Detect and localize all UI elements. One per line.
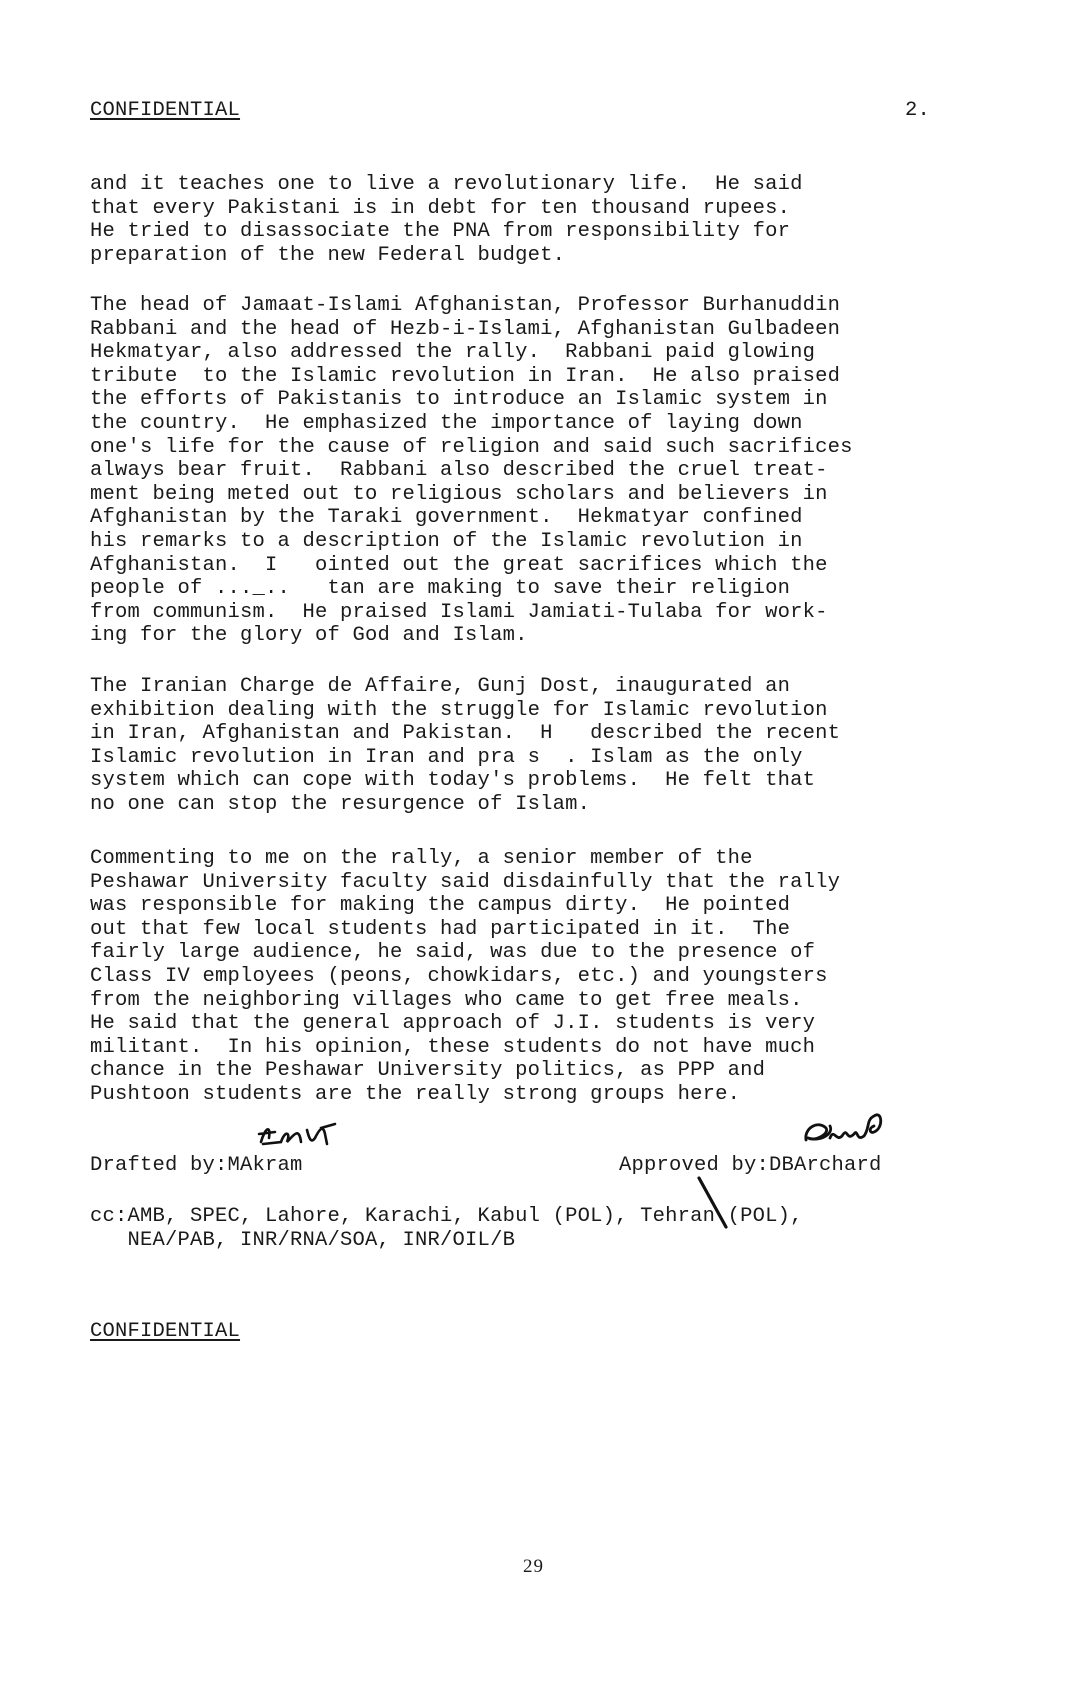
distribution-list: cc:AMB, SPEC, Lahore, Karachi, Kabul (POL), Tehran (POL), NEA/PAB, INR/RNA/SOA, INR/OIL/B (90, 1205, 803, 1252)
approved-by-line: Approved by:DBArchard (619, 1154, 882, 1177)
page-folio: 29 (523, 1556, 544, 1577)
drafted-by-line: Drafted by:MAkram (90, 1154, 303, 1177)
drafter-initials-signature (255, 1108, 365, 1158)
approver-initials-signature (800, 1098, 910, 1158)
classification-header: CONFIDENTIAL (90, 99, 241, 122)
body-paragraph: The head of Jamaat-Islami Afghanistan, Professor Burhanuddin Rabbani and the head of Hezb-i-Islami, Afghanistan Gulbadeen Hekmatyar, also addressed the rally. Rabbani paid glowing tribute to the Islamic revolution in Iran. He also praised the efforts of Pakistanis to introduce an Islamic system in the country. He emphasized the importance of laying down one's life for the cause of religion and said such sacrifices always bear fruit. Rabbani also described the cruel treat- ment being meted out to religious scholars and believers in Afghanistan by the Taraki government. Hekmatyar confined his remarks to a description of the Islamic revolution in Afghanistan. I ointed out the great sacrifices which the people of ..._.. tan are making to save their religion from communism. He praised Islami Jamiati-Tulaba for work- ing for the glory of God and Islam. (90, 294, 853, 648)
page-number: 2. (905, 99, 931, 122)
body-paragraph: and it teaches one to live a revolutionary life. He said that every Pakistani is in debt for ten thousand rupees. He tried to disassociate the PNA from responsibility for preparation of the new Federal budget. (90, 173, 803, 267)
body-paragraph: Commenting to me on the rally, a senior member of the Peshawar University faculty said disdainfully that the rally was responsible for making the campus dirty. He pointed out that few local students had participated in it. The fairly large audience, he said, was due to the presence of Class IV employees (peons, chowkidars, etc.) and youngsters from the neighboring villages who came to get free meals. He said that the general approach of J.I. students is very militant. In his opinion, these students do not have much chance in the Peshawar University politics, as PPP and Pushtoon students are the really strong groups here. (90, 847, 841, 1106)
classification-footer: CONFIDENTIAL (90, 1320, 241, 1343)
body-paragraph: The Iranian Charge de Affaire, Gunj Dost, inaugurated an exhibition dealing with the struggle for Islamic revolution in Iran, Afghanistan and Pakistan. H described the recent Islamic revolution in Iran and pra s . Islam as the only system which can cope with today's problems. He felt that no one can stop the resurgence of Islam. (90, 675, 841, 816)
